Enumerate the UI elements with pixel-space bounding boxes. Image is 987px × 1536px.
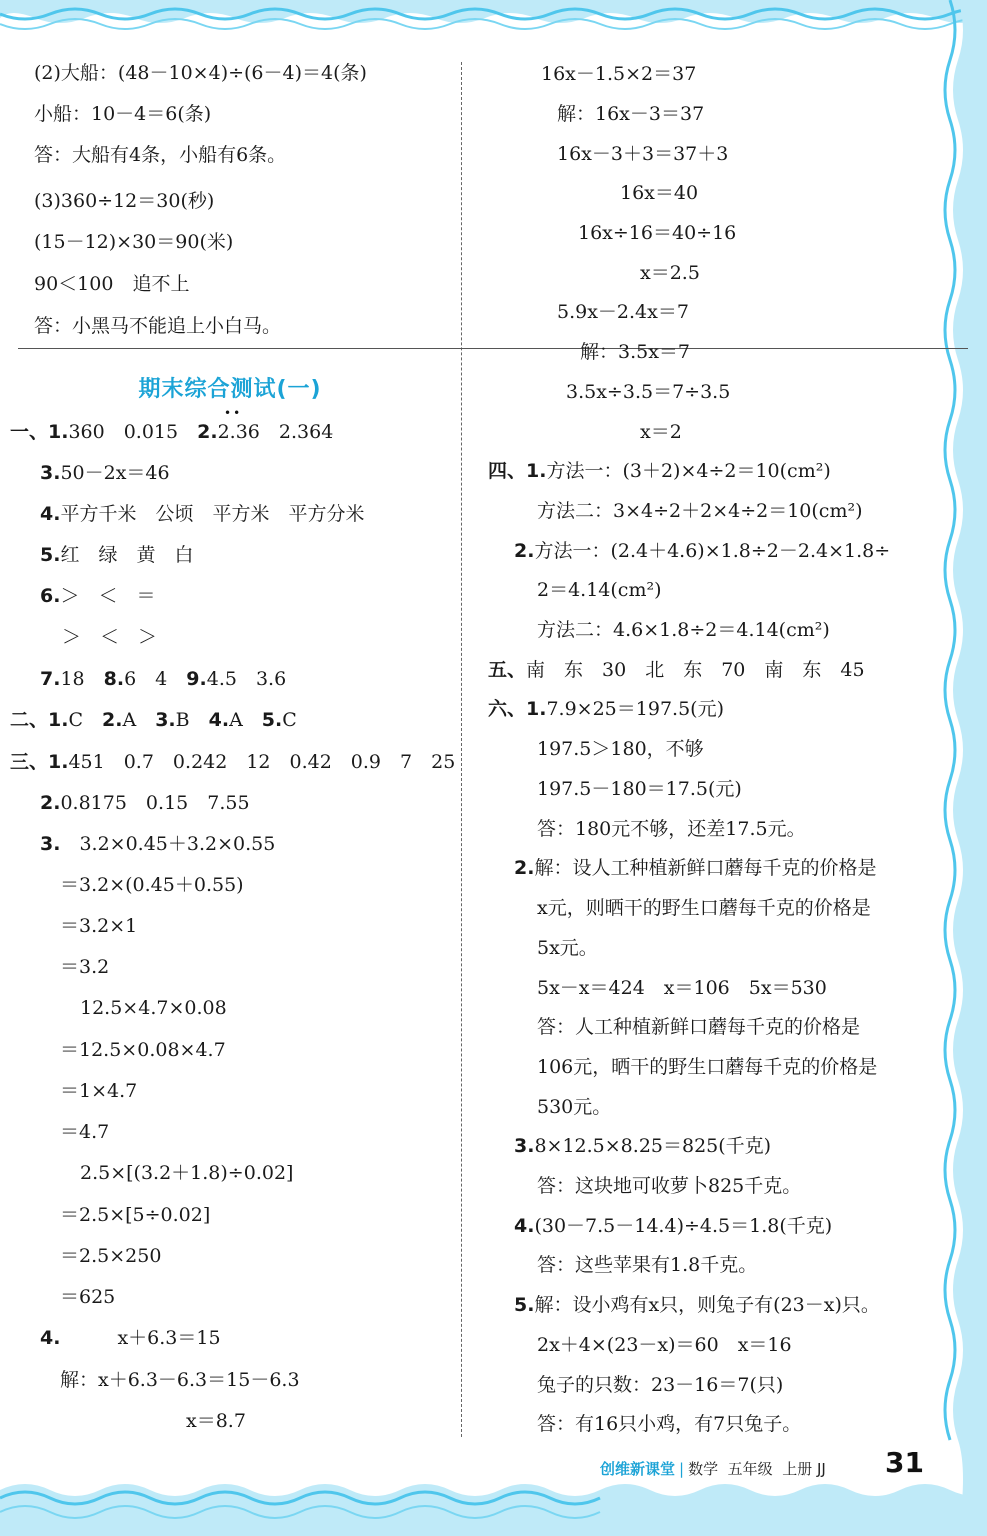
answer-text: ＝3.2 [60, 956, 110, 978]
answer-text: A [122, 709, 156, 731]
emphasis-dots: •• [224, 406, 243, 420]
answer-text: 2.36 2.364 [217, 421, 334, 443]
answer-line [537, 1373, 783, 1397]
answer-text: x＝2.5 [640, 262, 700, 284]
answer-text: 解：x＋6.3－6.3＝15－6.3 [60, 1369, 300, 1391]
answer-line [34, 314, 281, 338]
answer-line [557, 142, 728, 166]
item-number: 4. [40, 503, 61, 525]
answer-text: ＝625 [60, 1286, 116, 1308]
item-number: 二、1. [10, 709, 69, 731]
item-number: 六、1. [488, 698, 547, 720]
answer-text: 16x－3＋3＝37＋3 [557, 143, 729, 165]
answer-text: x元，则晒干的野生口蘑每千克的价格是 [537, 897, 871, 919]
item-number: 4. [514, 1215, 535, 1237]
answer-line [10, 708, 297, 732]
answer-line [60, 1120, 109, 1144]
answer-text: 兔子的只数：23－16＝7(只) [537, 1374, 784, 1396]
answer-text: 360 0.015 [68, 421, 198, 443]
answer-line [537, 737, 704, 761]
answer-line [80, 996, 227, 1020]
item-number: 8. [103, 668, 125, 690]
answer-line [537, 499, 863, 523]
answer-line [557, 300, 689, 324]
top-wave-decoration [0, 0, 987, 40]
item-number: 三、1. [10, 751, 69, 773]
answer-text: 方法二：4.6×1.8÷2＝4.14(cm²) [537, 619, 830, 641]
answer-text: 8×12.5×8.25＝825(千克) [534, 1135, 772, 1157]
answer-text: 50－2x＝46 [60, 462, 170, 484]
answer-text: ＝4.7 [60, 1121, 110, 1143]
answer-text: 答：这些苹果有1.8千克。 [537, 1254, 758, 1276]
answer-line [640, 261, 700, 285]
answer-line [40, 584, 155, 608]
item-number: 2. [514, 857, 535, 879]
answer-line [537, 1174, 801, 1198]
answer-text: 答：大船有4条，小船有6条。 [34, 144, 287, 166]
answer-text: 答：小黑马不能追上小白马。 [34, 315, 282, 337]
footer-info [600, 1458, 826, 1479]
answer-text: 2x＋4×(23－x)＝60 x＝16 [537, 1334, 792, 1356]
answer-line [40, 832, 275, 856]
answer-line [34, 61, 367, 85]
answer-line [580, 340, 690, 364]
answer-line [60, 1203, 210, 1227]
answer-text: ＝3.2×(0.45＋0.55) [60, 874, 244, 896]
answer-line [60, 1244, 161, 1268]
answer-text: 530元。 [537, 1096, 612, 1118]
answer-text: 12.5×4.7×0.08 [80, 997, 227, 1019]
answer-text: C [68, 709, 102, 731]
footer-separator: | [679, 1460, 685, 1478]
answer-text: 6 4 [124, 668, 187, 690]
item-number: 5. [261, 709, 283, 731]
answer-text: 3.5x÷3.5＝7÷3.5 [566, 381, 731, 403]
item-number: 五、 [488, 659, 527, 681]
answer-text: 方法二：3×4÷2＋2×4÷2＝10(cm²) [537, 500, 863, 522]
answer-text: C [282, 709, 297, 731]
item-number: 3. [40, 462, 61, 484]
item-number: 3. [514, 1135, 535, 1157]
answer-line [537, 1055, 877, 1079]
item-number: 6. [40, 585, 61, 607]
item-number: 7. [40, 668, 61, 690]
answer-text: 答：这块地可收萝卜825千克。 [537, 1175, 802, 1197]
answer-line [60, 1285, 115, 1309]
item-number: 2. [102, 709, 123, 731]
answer-line [488, 658, 865, 682]
answer-text: 南 东 30 北 东 70 南 东 45 [526, 659, 865, 681]
answer-line [34, 189, 214, 213]
answer-text: (3)360÷12＝30(秒) [34, 190, 215, 212]
item-number: 2. [40, 792, 61, 814]
answer-line [488, 697, 724, 721]
answer-text: 方法一：(2.4＋4.6)×1.8÷2－2.4×1.8÷ [534, 540, 891, 562]
answer-line [186, 1409, 246, 1433]
answer-text: 90＜100 追不上 [34, 273, 190, 295]
answer-text: (30－7.5－14.4)÷4.5＝1.8(千克) [534, 1215, 833, 1237]
answer-text: 5x元。 [537, 937, 598, 959]
answer-line [537, 1412, 801, 1436]
answer-text: 平方千米 公顷 平方米 平方分米 [60, 503, 365, 525]
answer-line [566, 380, 730, 404]
answer-line [40, 502, 364, 526]
answer-line [34, 272, 189, 296]
answer-line [60, 873, 244, 897]
answer-line [537, 1253, 757, 1277]
answer-line [537, 777, 742, 801]
right-wave-decoration [938, 0, 987, 1536]
item-number: 5. [514, 1294, 535, 1316]
answer-line [80, 1161, 293, 1185]
answer-text: 解：16x－3＝37 [557, 103, 705, 125]
answer-line [34, 143, 286, 167]
answer-text: B [175, 709, 209, 731]
answer-text: ＝2.5×[5÷0.02] [60, 1204, 211, 1226]
answer-text: 2＝4.14(cm²) [537, 579, 662, 601]
bottom-wave-decoration [0, 1470, 987, 1536]
answer-text: 5.9x－2.4x＝7 [557, 301, 689, 323]
footer-volume: 上册 [782, 1460, 813, 1478]
answer-line [537, 578, 662, 602]
answer-text: 106元，晒干的野生口蘑每千克的价格是 [537, 1056, 878, 1078]
item-number: 3. [155, 709, 176, 731]
answer-text: 答：180元不够，还差17.5元。 [537, 818, 806, 840]
answer-line [488, 459, 831, 483]
answer-text: (2)大船：(48－10×4)÷(6－4)＝4(条) [34, 62, 367, 84]
answer-text: 16x－1.5×2＝37 [541, 63, 697, 85]
footer-subject: 数学 [688, 1460, 719, 1478]
answer-text: 7.9×25＝197.5(元) [546, 698, 724, 720]
answer-line [514, 856, 876, 880]
footer-edition: JJ [817, 1460, 826, 1478]
answer-text: 解：设小鸡有x只，则兔子有(23－x)只。 [534, 1294, 880, 1316]
answer-text: 16x＝40 [620, 182, 699, 204]
answer-line [537, 896, 871, 920]
answer-line [40, 791, 250, 815]
answer-text: 答：有16只小鸡，有7只兔子。 [537, 1413, 802, 1435]
answer-text: 红 绿 黄 白 [60, 544, 194, 566]
footer-brand: 创维新课堂 [600, 1460, 676, 1478]
answer-line [537, 1333, 792, 1357]
answer-line [10, 420, 333, 444]
item-number: 2. [514, 540, 535, 562]
item-number: 4. [208, 709, 230, 731]
answer-text: (15－12)×30＝90(米) [34, 231, 234, 253]
answer-line [537, 936, 598, 960]
answer-text: 方法一：(3＋2)×4÷2＝10(cm²) [546, 460, 831, 482]
answer-text: ＝3.2×1 [60, 915, 138, 937]
column-divider [461, 62, 462, 1437]
answer-text: 197.5－180＝17.5(元) [537, 778, 742, 800]
item-number: 5. [40, 544, 61, 566]
item-number: 一、1. [10, 421, 69, 443]
answer-line [40, 667, 286, 691]
answer-line [10, 750, 455, 774]
answer-line [620, 181, 698, 205]
answer-line [40, 461, 170, 485]
footer-grade: 五年级 [727, 1460, 773, 1478]
answer-line [40, 1326, 221, 1350]
answer-text: 解：设人工种植新鲜口蘑每千克的价格是 [534, 857, 877, 879]
answer-line [60, 914, 137, 938]
answer-line [557, 102, 704, 126]
section-title: 期末综合测试(一) [138, 377, 322, 402]
answer-line [514, 1214, 832, 1238]
answer-text: 18 [60, 668, 104, 690]
answer-text: 16x÷16＝40÷16 [578, 222, 737, 244]
answer-line [60, 1079, 137, 1103]
answer-line [60, 1368, 300, 1392]
item-number: 2. [197, 421, 218, 443]
answer-line [62, 625, 157, 649]
item-number: 9. [186, 668, 207, 690]
answer-line [537, 976, 827, 1000]
answer-text: ＝2.5×250 [60, 1245, 162, 1267]
answer-line [578, 221, 736, 245]
item-number: 3. [40, 833, 61, 855]
page-number: 31 [885, 1446, 924, 1479]
item-number: 4. [40, 1327, 61, 1349]
answer-text: 4.5 3.6 [206, 668, 287, 690]
answer-line [514, 1293, 880, 1317]
answer-text: 答：人工种植新鲜口蘑每千克的价格是 [537, 1016, 861, 1038]
answer-line [514, 1134, 771, 1158]
answer-text: ＝1×4.7 [60, 1080, 138, 1102]
answer-line [514, 539, 890, 563]
answer-line [60, 1038, 226, 1062]
answer-text: 197.5＞180，不够 [537, 738, 704, 760]
answer-text: A [229, 709, 262, 731]
answer-text: 小船：10－4＝6(条) [34, 103, 212, 125]
answer-text: 451 0.7 0.242 12 0.42 0.9 7 25 [68, 751, 456, 773]
item-number: 四、1. [488, 460, 547, 482]
answer-text: ＞ ＜ ＝ [60, 585, 156, 607]
answer-line [34, 102, 211, 126]
section-divider [18, 348, 968, 349]
answer-line [40, 543, 193, 567]
answer-text: x＝2 [640, 421, 682, 443]
answer-text: x＝8.7 [186, 1410, 246, 1432]
answer-text: 5x－x＝424 x＝106 5x＝530 [537, 977, 827, 999]
answer-line [537, 817, 806, 841]
answer-text: 2.5×[(3.2＋1.8)÷0.02] [80, 1162, 294, 1184]
answer-line [60, 955, 109, 979]
answer-line [537, 618, 830, 642]
answer-text: 0.8175 0.15 7.55 [60, 792, 250, 814]
answer-text: ＞ ＜ ＞ [62, 626, 158, 648]
answer-line [34, 230, 233, 254]
answer-line [640, 420, 682, 444]
answer-line [537, 1015, 860, 1039]
answer-line [537, 1095, 611, 1119]
answer-text: x＋6.3＝15 [60, 1327, 221, 1349]
answer-text: 3.2×0.45＋3.2×0.55 [60, 833, 276, 855]
answer-text: ＝12.5×0.08×4.7 [60, 1039, 226, 1061]
answer-text: 解：3.5x＝7 [580, 341, 691, 363]
answer-line [541, 62, 696, 86]
